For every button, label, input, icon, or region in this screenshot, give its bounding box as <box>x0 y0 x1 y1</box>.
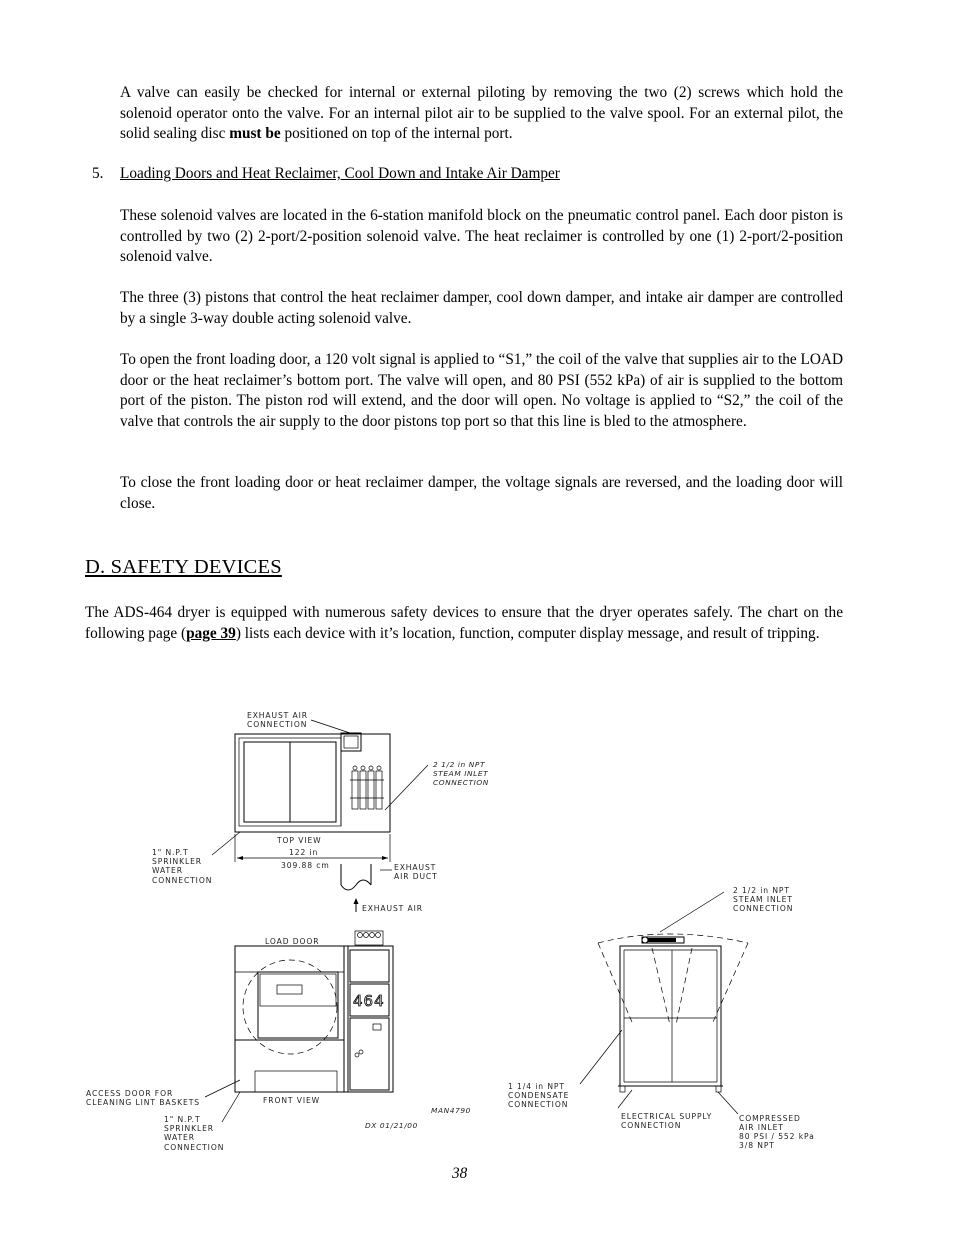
svg-text:CONNECTION: CONNECTION <box>433 778 489 787</box>
svg-text:2 1/2 in NPT: 2 1/2 in NPT <box>433 760 486 769</box>
top-view-drawing <box>212 720 428 912</box>
svg-text:WATER: WATER <box>164 1133 195 1142</box>
top-view-label: TOP VIEW <box>277 836 322 845</box>
safety-intro-run-2: ) lists each device with it’s location, function, computer display message, and result of tripping. <box>235 624 820 642</box>
svg-text:80 PSI / 552 kPa: 80 PSI / 552 kPa <box>739 1132 815 1141</box>
paragraph-solenoid-location: These solenoid valves are located in the 6-station manifold block on the pneumatic control panel. Each door piston is controlled by two (2) 2-port/2-position solenoid valve. The heat reclaimer is controlled by one (1) 2-port/2-position solenoid valve. <box>120 207 843 266</box>
svg-text:AIR INLET: AIR INLET <box>739 1123 784 1132</box>
paragraph-open-door: To open the front loading door, a 120 volt signal is applied to “S1,” the coil of the valve that supplies air to the LOAD door or the heat reclaimer’s bottom port. The valve will open, and 80 PSI (552 kPa) of air is supplied to the bottom port of the piston. The piston rod will extend, and the door will open. No voltage is applied to “S2,” the coil of the valve that controls the air supply to the door pistons top port so that this line is bled to the atmosphere. <box>120 351 843 430</box>
svg-text:CONNECTION: CONNECTION <box>508 1100 569 1109</box>
svg-text:1" N.P.T: 1" N.P.T <box>164 1115 201 1124</box>
paragraph-close-door: To close the front loading door or heat reclaimer damper, the voltage signals are reversed, and the loading door will close. <box>120 474 843 512</box>
page-number: 38 <box>452 1165 468 1182</box>
label-steam-inlet-side <box>733 886 793 913</box>
model-number-464: 464 <box>353 992 385 1010</box>
list-item-number: 5. <box>92 165 104 182</box>
svg-text:CONDENSATE: CONDENSATE <box>508 1091 570 1100</box>
svg-text:SPRINKLER: SPRINKLER <box>164 1124 214 1133</box>
label-exhaust-air-connection <box>247 711 308 729</box>
safety-intro-run-1[interactable]: page 39 <box>186 624 236 642</box>
svg-text:ACCESS DOOR FOR: ACCESS DOOR FOR <box>86 1089 174 1098</box>
front-view-label: FRONT VIEW <box>263 1096 321 1105</box>
top-view-dim-inches: 122 in <box>289 848 319 857</box>
svg-text:AIR DUCT: AIR DUCT <box>394 872 438 881</box>
list-item-title: Loading Doors and Heat Reclaimer, Cool Down and Intake Air Damper <box>120 165 560 182</box>
label-electrical-supply <box>621 1112 712 1130</box>
svg-text:CONNECTION: CONNECTION <box>247 720 308 729</box>
svg-text:STEAM INLET: STEAM INLET <box>733 895 793 904</box>
label-steam-inlet-top <box>433 760 489 787</box>
valve-piloting-run-2: positioned on top of the internal port. <box>280 125 513 143</box>
drawing-date: DX 01/21/00 <box>365 1121 418 1130</box>
front-view-drawing <box>205 931 393 1122</box>
svg-text:SPRINKLER: SPRINKLER <box>152 857 202 866</box>
svg-text:EXHAUST AIR: EXHAUST AIR <box>247 711 308 720</box>
drawing-number: MAN4790 <box>431 1106 471 1115</box>
svg-text:STEAM INLET: STEAM INLET <box>433 769 489 778</box>
svg-text:1 1/4 in NPT: 1 1/4 in NPT <box>508 1082 565 1091</box>
label-exhaust-air: EXHAUST AIR <box>362 904 423 913</box>
svg-text:CONNECTION: CONNECTION <box>733 904 794 913</box>
svg-text:3/8 NPT: 3/8 NPT <box>739 1141 775 1150</box>
svg-text:1" N.P.T: 1" N.P.T <box>152 848 189 857</box>
side-view-drawing <box>580 892 748 1114</box>
svg-text:EXHAUST: EXHAUST <box>394 863 437 872</box>
svg-text:COMPRESSED: COMPRESSED <box>739 1114 801 1123</box>
svg-text:CLEANING LINT BASKETS: CLEANING LINT BASKETS <box>86 1098 200 1107</box>
label-sprinkler-top <box>152 848 212 885</box>
svg-text:ELECTRICAL SUPPLY: ELECTRICAL SUPPLY <box>621 1112 713 1121</box>
top-view-dim-cm: 309.88 cm <box>281 861 330 870</box>
paragraph-pistons: The three (3) pistons that control the heat reclaimer damper, cool down damper, and intake air damper are controlled by a single 3-way double acting solenoid valve. <box>120 289 843 327</box>
label-load-door: LOAD DOOR <box>265 937 320 946</box>
safety-intro-run-0: The ADS-464 dryer is equipped with numerous safety devices to ensure that the dryer operates safely. The chart on the following page ( <box>85 604 843 642</box>
label-exhaust-air-duct <box>394 863 438 881</box>
label-condensate <box>508 1082 569 1109</box>
svg-text:CONNECTION: CONNECTION <box>164 1143 225 1152</box>
section-heading: D. SAFETY DEVICES <box>85 556 282 578</box>
svg-text:2 1/2 in NPT: 2 1/2 in NPT <box>733 886 790 895</box>
svg-text:CONNECTION: CONNECTION <box>152 876 213 885</box>
label-compressed-air <box>739 1114 815 1150</box>
valve-piloting-run-0: A valve can easily be checked for internal or external piloting by removing the two (2) screws which hold the solenoid operator onto the valve. For an internal pilot air to be supplied to the valve spool. For an external pilot, the solid sealing disc <box>120 84 843 143</box>
label-access-door <box>86 1089 200 1107</box>
label-sprinkler-front <box>164 1115 224 1152</box>
valve-piloting-run-1: must be <box>229 125 281 143</box>
svg-text:WATER: WATER <box>152 866 183 875</box>
svg-text:CONNECTION: CONNECTION <box>621 1121 682 1130</box>
